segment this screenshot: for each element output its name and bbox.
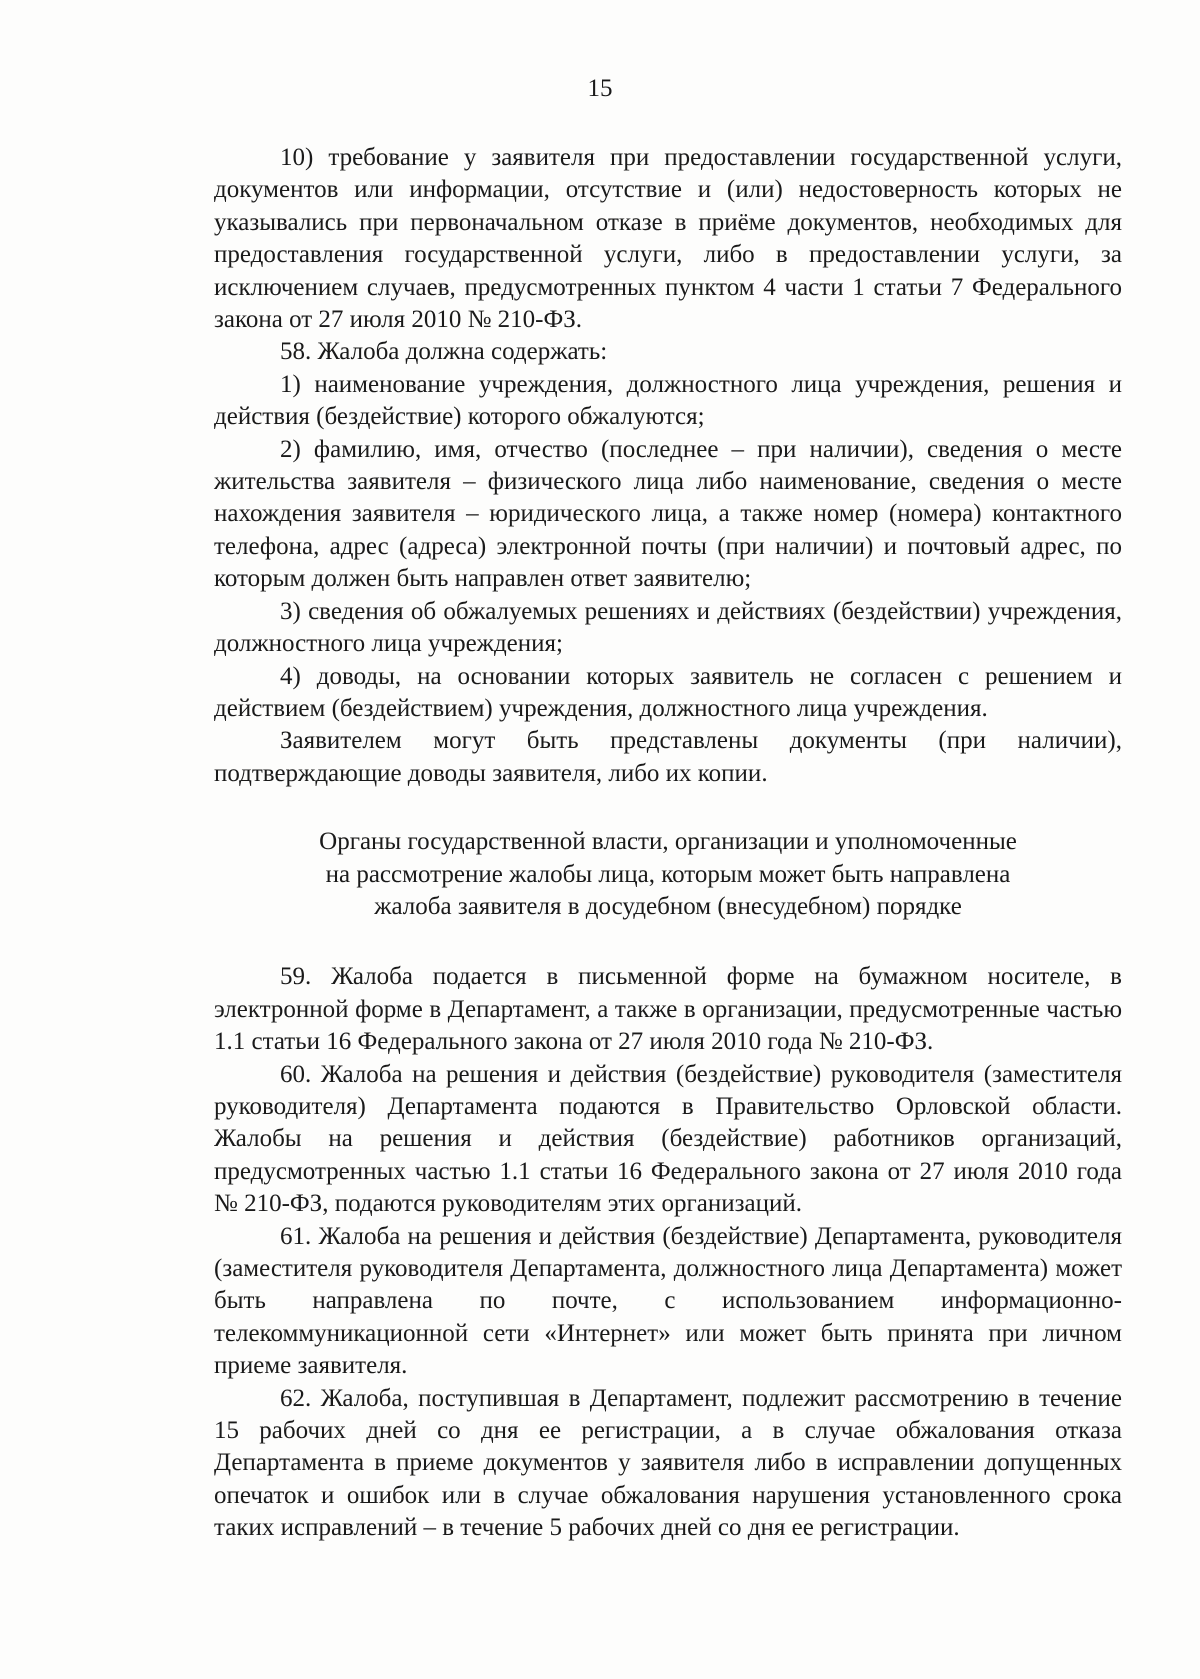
section-heading-line: на рассмотрение жалобы лица, которым может быть направлена xyxy=(325,860,1011,888)
paragraph-item-10: 10) требование у заявителя при предоставлении государственной услуги, документов или информации, отсутствие и (или) недостоверность которых не указывались при первоначальном отказе в приёме документов, необходимых для предоставления государственной услуги, либо в предоставлении услуги, за исключением случаев, предусмотренных пунктом 4 части 1 статьи 7 Федерального закона от 27 июля 2010 № 210-ФЗ. xyxy=(214,144,1122,334)
paragraph-item-1: 1) наименование учреждения, должностного лица учреждения, решения и действия (бездействие) которого обжалуются; xyxy=(214,370,1122,431)
paragraph-documents-note: Заявителем могут быть представлены документы (при наличии), подтверждающие доводы заявителя, либо их копии. xyxy=(214,727,1122,787)
paragraph-60: 60. Жалоба на решения и действия (бездействие) руководителя (заместителя руководителя) Департамента подаются в Правительство Орловской области. Жалобы на решения и действия (бездействие) работников организаций, предусмотренных частью 1.1 статьи 16 Федерального закона от 27 июля 2010 года № 210-ФЗ, подаются руководителям этих организаций. xyxy=(214,1060,1122,1218)
section-heading xyxy=(214,826,1122,923)
paragraph-59: 59. Жалоба подается в письменной форме на бумажном носителе, в электронной форме в Департамент, а также в организации, предусмотренные частью 1.1 статьи 16 Федерального закона от 27 июля 2010 года № 210-ФЗ. xyxy=(214,963,1122,1056)
page-number: 15 xyxy=(587,75,613,102)
paragraph-58: 58. Жалоба должна содержать: xyxy=(280,338,608,366)
paragraph-item-3: 3) сведения об обжалуемых решениях и действиях (бездействии) учреждения, должностного лица учреждения; xyxy=(214,597,1122,658)
document-body xyxy=(214,142,1122,1545)
section-heading-line: жалоба заявителя в досудебном (внесудебном) порядке xyxy=(374,892,962,920)
paragraph-61: 61. Жалоба на решения и действия (бездействие) Департамента, руководителя (заместителя руководителя Департамента, должностного лица Департамента) может быть направлена по почте, с использованием информационно-телекоммуникационной сети «Интернет» или может быть принята при личном приеме заявителя. xyxy=(214,1222,1122,1380)
paragraph-item-2: 2) фамилию, имя, отчество (последнее – при наличии), сведения о месте жительства заявителя – физического лица либо наименование, сведения о месте нахождения заявителя – юридического лица, а также номер (номера) контактного телефона, адрес (адреса) электронной почты (при наличии) и почтовый адрес, по которым должен быть направлен ответ заявителю; xyxy=(214,435,1122,593)
paragraph-62: 62. Жалоба, поступившая в Департамент, подлежит рассмотрению в течение 15 рабочих дней со дня ее регистрации, а в случае обжалования отказа Департамента в приеме документов у заявителя либо в исправлении допущенных опечаток и ошибок или в случае обжалования нарушения установленного срока таких исправлений – в течение 5 рабочих дней со дня ее регистрации. xyxy=(214,1384,1122,1542)
section-heading-line: Органы государственной власти, организации и уполномоченные xyxy=(319,828,1017,856)
paragraph-item-4: 4) доводы, на основании которых заявитель не согласен с решением и действием (бездействием) учреждения, должностного лица учреждения. xyxy=(214,662,1122,722)
